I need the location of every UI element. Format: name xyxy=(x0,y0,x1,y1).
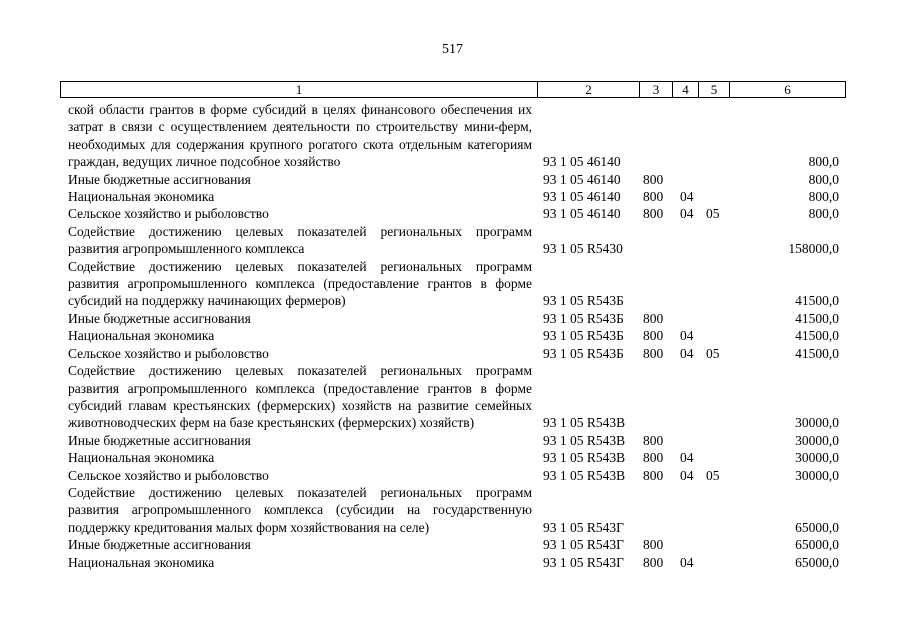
row-expense-type: 800 xyxy=(643,328,664,344)
row-amount: 65000,0 xyxy=(795,537,839,553)
table-row xyxy=(0,554,905,571)
table-row xyxy=(0,205,905,222)
table-row xyxy=(0,327,905,344)
row-code: 93 1 05 R543Б xyxy=(543,328,624,344)
table-row xyxy=(0,345,905,362)
table-body xyxy=(0,101,905,571)
row-name: Содействие достижению целевых показателей региональных программ развития агропромышленного комплекса xyxy=(68,223,532,257)
row-subsection: 05 xyxy=(706,206,720,222)
table-row xyxy=(0,223,905,258)
row-name: Содействие достижению целевых показателей региональных программ развития агропромышленного комплекса (предоставление грантов в форме субсидий на поддержку начинающих фермеров) xyxy=(68,258,532,309)
row-code: 93 1 05 46140 xyxy=(543,154,621,170)
row-expense-type: 800 xyxy=(643,310,664,326)
column-header-6: 6 xyxy=(729,82,846,97)
table-row xyxy=(0,432,905,449)
row-code: 93 1 05 R543Г xyxy=(543,519,624,535)
row-section: 04 xyxy=(680,206,694,222)
row-subsection: 05 xyxy=(706,345,720,361)
row-code: 93 1 05 R543В xyxy=(543,432,626,448)
row-expense-type: 800 xyxy=(643,345,664,361)
table-row xyxy=(0,449,905,466)
row-name: Национальная экономика xyxy=(68,450,215,466)
row-code: 93 1 05 R543В xyxy=(543,467,626,483)
table-column-header xyxy=(60,81,846,98)
table-row xyxy=(0,188,905,205)
column-header-4: 4 xyxy=(672,82,698,97)
table-row xyxy=(0,467,905,484)
row-code: 93 1 05 R543Г xyxy=(543,554,624,570)
row-amount: 800,0 xyxy=(808,171,839,187)
row-section: 04 xyxy=(680,450,694,466)
row-expense-type: 800 xyxy=(643,432,664,448)
row-code: 93 1 05 46140 xyxy=(543,189,621,205)
row-section: 04 xyxy=(680,189,694,205)
table-row xyxy=(0,362,905,432)
row-expense-type: 800 xyxy=(643,171,664,187)
row-section: 04 xyxy=(680,467,694,483)
row-name: Содействие достижению целевых показателей региональных программ развития агропромышленного комплекса (предоставление грантов в форме субсидий главам крестьянских (фермерских) хозяйств на развитие семейных животноводческих ферм на базе крестьянских (фермерских) хозяйств) xyxy=(68,363,532,431)
row-section: 04 xyxy=(680,345,694,361)
row-code: 93 1 05 R543Г xyxy=(543,537,624,553)
table-row xyxy=(0,484,905,536)
row-amount: 800,0 xyxy=(808,206,839,222)
row-amount: 30000,0 xyxy=(795,432,839,448)
column-header-3: 3 xyxy=(639,82,672,97)
row-subsection: 05 xyxy=(706,467,720,483)
row-amount: 800,0 xyxy=(808,189,839,205)
row-amount: 65000,0 xyxy=(795,554,839,570)
row-code: 93 1 05 R543Б xyxy=(543,310,624,326)
row-name: Содействие достижению целевых показателей региональных программ развития агропромышленного комплекса (субсидии на государственную поддержку кредитования малых форм хозяйствования на селе) xyxy=(68,484,532,535)
row-code: 93 1 05 R543В xyxy=(543,450,626,466)
row-expense-type: 800 xyxy=(643,189,664,205)
row-code: 93 1 05 R543В xyxy=(543,415,626,431)
row-code: 93 1 05 R543Б xyxy=(543,345,624,361)
row-code: 93 1 05 46140 xyxy=(543,171,621,187)
row-name: Иные бюджетные ассигнования xyxy=(68,171,251,187)
table-row xyxy=(0,310,905,327)
row-name: Национальная экономика xyxy=(68,328,215,344)
row-name: Сельское хозяйство и рыболовство xyxy=(68,345,269,361)
row-name: Национальная экономика xyxy=(68,189,215,205)
row-expense-type: 800 xyxy=(643,450,664,466)
row-name: Национальная экономика xyxy=(68,554,215,570)
page-number: 517 xyxy=(442,42,463,57)
row-name: Сельское хозяйство и рыболовство xyxy=(68,467,269,483)
row-name: Иные бюджетные ассигнования xyxy=(68,310,251,326)
row-code: 93 1 05 46140 xyxy=(543,206,621,222)
row-expense-type: 800 xyxy=(643,467,664,483)
row-amount: 30000,0 xyxy=(795,415,839,431)
row-amount: 30000,0 xyxy=(795,450,839,466)
row-amount: 158000,0 xyxy=(788,241,839,257)
table-row xyxy=(0,171,905,188)
row-amount: 800,0 xyxy=(808,154,839,170)
column-header-1: 1 xyxy=(60,82,537,97)
row-amount: 30000,0 xyxy=(795,467,839,483)
row-amount: 41500,0 xyxy=(795,293,839,309)
row-expense-type: 800 xyxy=(643,554,664,570)
row-name: ской области грантов в форме субсидий в целях финансового обеспечения их затрат в связи с осуществлением деятельности по строительству мини-ферм, необходимых для содержания крупного рогатого скота отдельным категориям граждан, ведущих личное подсобное хозяйство xyxy=(68,102,532,170)
table-row xyxy=(0,258,905,310)
row-code: 93 1 05 R5430 xyxy=(543,241,623,257)
row-name: Сельское хозяйство и рыболовство xyxy=(68,206,269,222)
row-amount: 41500,0 xyxy=(795,328,839,344)
row-expense-type: 800 xyxy=(643,537,664,553)
row-amount: 41500,0 xyxy=(795,345,839,361)
row-name: Иные бюджетные ассигнования xyxy=(68,432,251,448)
row-name: Иные бюджетные ассигнования xyxy=(68,537,251,553)
table-row xyxy=(0,101,905,171)
row-code: 93 1 05 R543Б xyxy=(543,293,624,309)
row-amount: 65000,0 xyxy=(795,519,839,535)
row-amount: 41500,0 xyxy=(795,310,839,326)
column-header-5: 5 xyxy=(698,82,729,97)
row-section: 04 xyxy=(680,554,694,570)
table-row xyxy=(0,536,905,553)
column-header-2: 2 xyxy=(537,82,639,97)
row-expense-type: 800 xyxy=(643,206,664,222)
row-section: 04 xyxy=(680,328,694,344)
